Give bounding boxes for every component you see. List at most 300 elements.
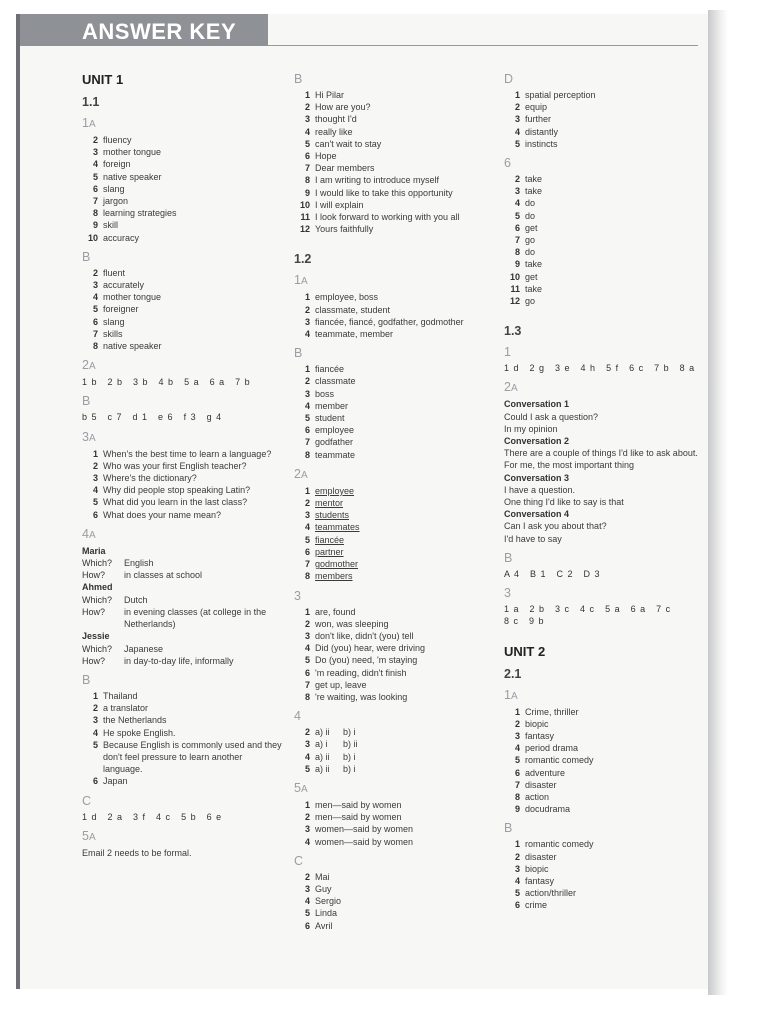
item-number: 6 [92, 183, 98, 194]
item-text: biopic [525, 718, 549, 729]
item-number: 3 [304, 630, 310, 641]
item-number: 1 [514, 90, 520, 100]
answer-item [504, 138, 714, 150]
item-number: 2 [92, 267, 98, 278]
inline-answer: 7 b [654, 363, 670, 374]
answer-item [294, 126, 502, 138]
inline-answer: 2 g [529, 363, 546, 374]
item-number: 10 [509, 271, 520, 282]
item-number: 6 [92, 316, 98, 327]
item-number: 4 [92, 727, 98, 738]
header-banner [20, 14, 268, 46]
answer-item [294, 799, 502, 811]
answer-item [294, 497, 502, 509]
conversation-heading: Conversation 4 [504, 509, 570, 520]
exercise-heading: B [82, 249, 91, 264]
item-number: 2 [514, 174, 520, 185]
item-text: Did (you) hear, were driving [315, 643, 426, 654]
inline-answer: 2 b [107, 377, 124, 388]
exercise-heading: B [82, 394, 91, 409]
item-text: Hope [315, 151, 337, 162]
answer-item [294, 162, 502, 174]
exercise-heading: 2A [294, 466, 308, 481]
inline-answer: 5 b [181, 811, 197, 822]
header-rule [268, 45, 698, 46]
answer-item [82, 484, 282, 496]
item-text: Because English is commonly used and they don't feel pressure to learn another language. [103, 739, 282, 775]
inline-answer: 7 c [656, 604, 672, 615]
item-text: b) i [343, 751, 356, 762]
detail-label: How? [82, 655, 106, 666]
item-number: 2 [304, 871, 310, 882]
item-number: 5 [92, 497, 98, 508]
item-text: men—said by women [315, 812, 402, 823]
answer-key-page [16, 14, 730, 989]
answer-list [294, 606, 502, 704]
answer-item [504, 863, 714, 875]
exercise-heading: 6 [504, 156, 511, 171]
inline-answer: 5 a [184, 377, 200, 388]
answer-item [504, 718, 714, 730]
detail-label: How? [82, 570, 106, 581]
inline-answer: e 6 [158, 412, 174, 423]
answer-item [294, 521, 502, 533]
exercise-heading: B [294, 72, 303, 86]
item-number: 6 [514, 900, 520, 911]
answer-item [294, 223, 502, 235]
item-text: Where's the dictionary? [103, 473, 197, 484]
item-text: can't wait to stay [315, 138, 382, 149]
item-number: 9 [304, 187, 310, 198]
detail-label: Which? [82, 558, 113, 569]
item-number: 2 [304, 618, 310, 629]
conversation-line: I have a question. [504, 484, 576, 495]
item-text: mentor [315, 498, 344, 509]
item-text: b) i [343, 763, 356, 774]
item-text: period drama [525, 743, 579, 754]
item-number: 7 [514, 779, 520, 790]
item-text: get [525, 222, 538, 233]
item-text: fluency [103, 135, 132, 145]
inline-answer: 4 b [158, 377, 175, 388]
inline-answer: D 3 [583, 568, 601, 579]
book-spine-shadow [708, 10, 728, 995]
item-number: 8 [304, 449, 310, 460]
item-number: 1 [92, 448, 98, 459]
item-number: 10 [299, 199, 310, 210]
item-text: accurately [103, 280, 145, 291]
person-detail [82, 655, 282, 667]
item-text: member [315, 400, 349, 411]
answer-item [294, 558, 502, 570]
item-number: 2 [514, 102, 520, 113]
exercise-heading: 3 [294, 588, 301, 603]
inline-answer: 9 b [529, 616, 545, 627]
item-text: I look forward to working with you all [315, 212, 460, 223]
answer-item [504, 295, 714, 307]
detail-value: Japanese [124, 643, 164, 654]
answer-item [504, 197, 714, 209]
item-text: fiancée [315, 364, 345, 375]
item-text: learning strategies [103, 208, 177, 219]
answer-line [82, 411, 282, 423]
answer-item [82, 340, 282, 352]
inline-answer: 8 c [504, 616, 520, 627]
answer-item [294, 726, 502, 738]
item-text: do [525, 247, 536, 258]
item-number: 8 [304, 571, 310, 582]
inline-answer: 3 b [133, 377, 149, 388]
inline-answer: 3 f [133, 811, 147, 822]
inline-answer: 4 c [156, 811, 172, 822]
inline-answer: f 3 [183, 412, 197, 423]
item-text: distantly [525, 126, 559, 137]
item-number: 6 [92, 509, 98, 520]
column-1 [82, 72, 282, 859]
answer-item [294, 388, 502, 400]
item-number: 3 [92, 715, 98, 726]
answer-item [294, 546, 502, 558]
answer-item [294, 630, 502, 642]
item-number: 6 [304, 920, 310, 931]
answer-item [504, 113, 714, 125]
answer-item [504, 271, 714, 283]
item-number: 3 [304, 510, 310, 521]
item-number: 2 [92, 703, 98, 714]
inline-answer: b 5 [82, 412, 98, 423]
answer-item [504, 185, 714, 197]
answer-item [82, 232, 282, 244]
item-text: equip [525, 102, 548, 113]
inline-answer: B 1 [530, 568, 547, 579]
item-number: 4 [304, 329, 310, 340]
item-text: teammates [315, 522, 360, 533]
item-number: 4 [92, 485, 98, 496]
exercise-heading: C [82, 793, 92, 808]
inline-answer: 3 e [555, 363, 571, 374]
answer-item [294, 328, 502, 340]
answer-item [294, 811, 502, 823]
answer-item [82, 303, 282, 315]
item-number: 3 [304, 316, 310, 327]
answer-item [504, 875, 714, 887]
exercise-heading: 2A [82, 358, 96, 373]
answer-item [504, 89, 714, 101]
item-text: action [525, 791, 550, 802]
detail-label: Which? [82, 643, 113, 654]
item-text: skill [103, 220, 118, 231]
answer-item [294, 113, 502, 125]
inline-answer: g 4 [206, 412, 223, 423]
item-number: 8 [92, 208, 98, 219]
item-text: don't like, didn't (you) tell [315, 630, 414, 641]
item-number: 3 [92, 280, 98, 291]
item-text: employee [315, 425, 355, 436]
item-number: 5 [304, 534, 310, 545]
inline-answer: d 1 [132, 412, 149, 423]
item-text: employee, boss [315, 292, 379, 303]
exercise-heading: B [82, 672, 91, 687]
inline-answer: 7 b [235, 377, 251, 388]
answer-item [294, 763, 502, 775]
inline-answer: 8 a [679, 363, 696, 374]
inline-answer: 1 d [504, 363, 520, 374]
answer-item [82, 714, 282, 726]
conversation-line: One thing I'd like to say is that [504, 497, 624, 508]
scan-margin [728, 0, 768, 1024]
section-heading: 2.1 [504, 666, 522, 681]
item-text: spatial perception [525, 90, 596, 100]
answer-item [294, 291, 502, 303]
answer-item [82, 219, 282, 231]
answer-item [294, 823, 502, 835]
item-number: 2 [304, 812, 310, 823]
answer-item [294, 618, 502, 630]
answer-item [82, 496, 282, 508]
answer-item [294, 211, 502, 223]
item-number: 5 [92, 739, 98, 750]
column-2 [294, 72, 502, 932]
item-number: 1 [514, 706, 520, 717]
item-text: How are you? [315, 102, 371, 113]
exercise-heading: B [504, 550, 513, 565]
answer-item [82, 702, 282, 714]
item-number: 4 [304, 522, 310, 533]
item-text: fluent [103, 267, 126, 278]
item-text: take [525, 259, 543, 270]
conversation-line: Can I ask you about that? [504, 521, 607, 532]
item-text: 're waiting, was looking [315, 691, 408, 702]
answer-item [294, 199, 502, 211]
item-text: employee [315, 485, 355, 496]
answer-item [294, 751, 502, 763]
item-number: 5 [92, 304, 98, 315]
item-text: students [315, 510, 350, 521]
answer-item [82, 267, 282, 279]
conversation-heading: Conversation 2 [504, 436, 570, 447]
answer-item [294, 400, 502, 412]
answer-item [504, 706, 714, 718]
answer-item [504, 210, 714, 222]
answer-item [294, 534, 502, 546]
answer-list [504, 173, 714, 307]
answer-item [294, 138, 502, 150]
answer-item [294, 920, 502, 932]
answer-item [294, 449, 502, 461]
item-number: 8 [514, 247, 520, 258]
item-number: 5 [514, 755, 520, 766]
item-text: get up, leave [315, 679, 367, 690]
item-text: a) i [315, 739, 328, 750]
item-text: Crime, thriller [525, 706, 579, 717]
person-detail [82, 569, 282, 581]
item-number: 2 [304, 102, 310, 113]
inline-answer: 6 a [630, 604, 647, 615]
detail-label: How? [82, 606, 106, 617]
answer-item [294, 836, 502, 848]
answer-item [82, 509, 282, 521]
item-text: Mai [315, 871, 330, 882]
item-number: 8 [92, 341, 98, 352]
conversation-heading: Conversation 1 [504, 399, 570, 410]
answer-item [504, 779, 714, 791]
item-number: 1 [304, 606, 310, 617]
answer-item [504, 258, 714, 270]
item-text: do [525, 210, 536, 221]
item-number: 7 [92, 328, 98, 339]
item-text: docudrama [525, 804, 571, 815]
item-number: 6 [92, 776, 98, 787]
person-name: Jessie [82, 631, 110, 642]
item-text: thought I'd [315, 114, 357, 125]
item-text: really like [315, 126, 353, 137]
answer-list [82, 690, 282, 788]
answer-item [504, 754, 714, 766]
answer-item [294, 895, 502, 907]
item-number: 3 [514, 114, 520, 125]
page-title: ANSWER KEY [82, 19, 237, 44]
item-number: 4 [304, 643, 310, 654]
answer-item [82, 739, 282, 776]
item-text: jargon [103, 196, 129, 207]
conversation-list [504, 398, 714, 544]
item-number: 4 [92, 159, 98, 170]
item-number: 5 [514, 210, 520, 221]
answer-item [294, 436, 502, 448]
item-text: get [525, 271, 538, 282]
item-text: fantasy [525, 875, 555, 886]
inline-answer: 2 a [107, 811, 124, 822]
answer-item [504, 730, 714, 742]
item-text: I am writing to introduce myself [315, 175, 440, 186]
item-text: disaster [525, 851, 557, 862]
item-text: Dear members [315, 163, 375, 174]
item-number: 8 [304, 691, 310, 702]
answer-item [82, 134, 282, 146]
item-text: a translator [103, 703, 149, 714]
answer-line [504, 615, 714, 627]
exercise-heading: 5A [294, 780, 308, 795]
answer-item [294, 363, 502, 375]
item-number: 9 [514, 804, 520, 815]
item-number: 11 [300, 212, 310, 223]
item-text: women—said by women [315, 824, 414, 835]
person-detail [82, 606, 282, 630]
answer-item [294, 654, 502, 666]
answer-item [82, 195, 282, 207]
answer-item [82, 448, 282, 460]
item-text: women—said by women [315, 836, 414, 847]
item-text: foreigner [103, 304, 139, 315]
item-number: 3 [304, 824, 310, 835]
answer-item [504, 173, 714, 185]
answer-item [294, 570, 502, 582]
item-number: 1 [304, 364, 310, 375]
item-number: 5 [304, 655, 310, 666]
item-text: Sergio [315, 896, 342, 907]
item-number: 10 [87, 232, 98, 243]
answer-list [294, 291, 502, 340]
item-number: 3 [514, 863, 520, 874]
answer-item [294, 642, 502, 654]
inline-answer: 2 b [529, 604, 546, 615]
answer-item [294, 424, 502, 436]
answer-item [504, 851, 714, 863]
item-text: won, was sleeping [315, 618, 389, 629]
section-heading: 1.2 [294, 252, 312, 267]
detail-label: Which? [82, 594, 113, 605]
answer-line [82, 811, 282, 823]
item-number: 2 [304, 304, 310, 315]
answer-item [294, 485, 502, 497]
item-text: a) ii [315, 751, 330, 762]
item-number: 3 [92, 147, 98, 158]
item-text: slang [103, 316, 125, 327]
answer-list [504, 706, 714, 816]
conversation-line: There are a couple of things I'd like to ask about. [504, 448, 698, 459]
answer-item [294, 316, 502, 328]
item-number: 2 [304, 498, 310, 509]
inline-answer: A 4 [504, 568, 521, 579]
answer-item [82, 472, 282, 484]
item-number: 4 [92, 292, 98, 303]
inline-answer: 6 a [209, 377, 226, 388]
inline-answer: c 7 [107, 412, 123, 423]
answer-list [82, 448, 282, 521]
answer-list [504, 89, 714, 150]
exercise-heading: D [504, 72, 514, 86]
person-name: Maria [82, 545, 106, 556]
item-number: 5 [304, 413, 310, 424]
item-number: 2 [304, 727, 310, 738]
answer-item [504, 803, 714, 815]
item-text: foreign [103, 159, 131, 170]
item-number: 3 [304, 883, 310, 894]
section-heading: 1.3 [504, 324, 522, 339]
unit-heading: UNIT 1 [82, 72, 124, 87]
detail-value: in classes at school [124, 570, 203, 581]
answer-item [82, 460, 282, 472]
item-text: instincts [525, 138, 558, 149]
item-text: I would like to take this opportunity [315, 187, 453, 198]
detail-value: Dutch [124, 594, 148, 605]
exercise-heading: 1A [504, 687, 518, 702]
item-number: 6 [304, 425, 310, 436]
item-number: 7 [304, 437, 310, 448]
answer-item [294, 174, 502, 186]
item-number: 7 [304, 679, 310, 690]
exercise-heading: 2A [504, 380, 518, 395]
section-heading: 1.1 [82, 95, 100, 109]
item-text: slang [103, 183, 125, 194]
answer-item [504, 767, 714, 779]
item-text: do [525, 198, 536, 209]
item-text: a) ii [315, 727, 330, 738]
answer-line [504, 603, 714, 615]
answer-item [82, 183, 282, 195]
answer-item [82, 158, 282, 170]
item-text: godfather [315, 437, 354, 448]
item-number: 4 [304, 836, 310, 847]
item-text: Yours faithfully [315, 224, 374, 235]
item-text: native speaker [103, 341, 162, 352]
item-text: boss [315, 388, 335, 399]
item-text: romantic comedy [525, 755, 594, 766]
item-text: the Netherlands [103, 715, 167, 726]
answer-item [294, 304, 502, 316]
item-number: 12 [509, 296, 520, 307]
item-number: 5 [514, 138, 520, 149]
